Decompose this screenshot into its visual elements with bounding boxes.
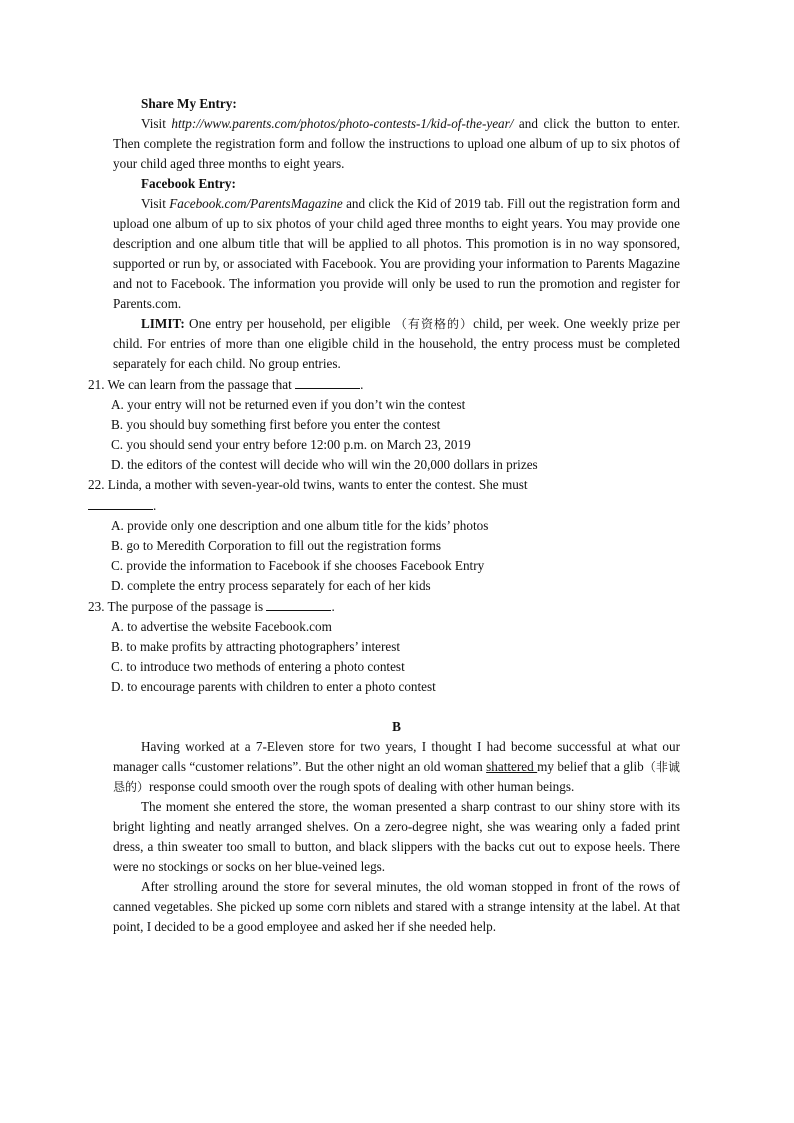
section-b-paragraph-2: The moment she entered the store, the woman presented a sharp contrast to our shiny store with its bright lighting and neatly arranged shelves. On a zero-degree night, she was wearing only a faded print dress, a thin sweater too small to button, and black slippers with the backs cut out to expose heels. There were no stockings or socks on her blue-veined legs. (113, 799, 680, 874)
section-b-title: B (392, 719, 401, 734)
limit-label: LIMIT: (141, 316, 185, 331)
question-stem: 23. The purpose of the passage is . (88, 596, 680, 617)
option-b: B. you should buy something first before you enter the contest (111, 417, 441, 432)
chinese-gloss: （非诚恳的） (113, 760, 681, 794)
option-d: D. the editors of the contest will decide who will win the 20,000 dollars in prizes (111, 457, 538, 472)
section-b-paragraph-1: Having worked at a 7-Eleven store for two years, I thought I had become successful at what our manager calls “customer relations”. But the other night an old woman shattered my belief that a glib（非诚恳的）response could smooth over the rough spots of dealing with other human beings. (113, 739, 681, 794)
option-b: B. go to Meredith Corporation to fill out the registration forms (111, 538, 442, 553)
question-21 (88, 374, 680, 475)
question-stem: 22. Linda, a mother with seven-year-old twins, wants to enter the contest. She must (88, 477, 528, 492)
section-b-paragraph-3: After strolling around the store for several minutes, the old woman stopped in front of the rows of canned vegetables. She picked up some corn niblets and stared with a strange intensity at the label. At that point, I decided to be a good employee and asked her if she needed help. (113, 879, 680, 934)
answer-blank (295, 374, 360, 389)
underlined-word: shattered (486, 759, 538, 774)
share-entry-paragraph: Visit http://www.parents.com/photos/photo-contests-1/kid-of-the-year/ and click the button to enter. Then complete the registration form and follow the instructions to upload one album of up to six photos of your child aged three months to eight years. (113, 116, 680, 171)
answer-blank (266, 596, 331, 611)
facebook-entry-url: Facebook.com/ParentsMagazine (169, 196, 343, 211)
facebook-entry-paragraph: Visit Facebook.com/ParentsMagazine and click the Kid of 2019 tab. Fill out the registration form and upload one album of up to six photos of your child aged three months to eight years. You may provide one description and one album title that will be applied to all photos. This promotion is in no way sponsored, supported or run by, or associated with Facebook. You are providing your information to Parents Magazine and not to Facebook. The information you provide will only be used to run the promotion and register for Parents.com. (113, 196, 680, 311)
option-c: C. you should send your entry before 12:00 p.m. on March 23, 2019 (111, 437, 471, 452)
facebook-entry-heading: Facebook Entry: (141, 176, 236, 191)
option-a: A. to advertise the website Facebook.com (111, 619, 332, 634)
document-page (88, 94, 681, 937)
limit-paragraph: LIMIT: One entry per household, per eligible （有资格的）child, per week. One weekly prize per child. For entries of more than one eligible child in the household, the entry process must be completed separately for each child. No group entries. (113, 316, 680, 371)
option-c: C. to introduce two methods of entering a photo contest (111, 659, 405, 674)
question-22 (88, 475, 680, 596)
option-d: D. complete the entry process separately for each of her kids (111, 578, 431, 593)
option-d: D. to encourage parents with children to enter a photo contest (111, 679, 436, 694)
option-b: B. to make profits by attracting photographers’ interest (111, 639, 401, 654)
share-entry-heading: Share My Entry: (141, 96, 237, 111)
option-c: C. provide the information to Facebook if she chooses Facebook Entry (111, 558, 485, 573)
question-stem: 21. We can learn from the passage that . (88, 374, 680, 395)
question-23 (88, 596, 680, 697)
question-stem-continuation: . (88, 495, 680, 516)
share-entry-url: http://www.parents.com/photos/photo-contests-1/kid-of-the-year/ (171, 116, 514, 131)
limit-chinese-gloss: （有资格的） (394, 317, 474, 331)
option-a: A. your entry will not be returned even if you don’t win the contest (111, 397, 466, 412)
answer-blank (88, 495, 153, 510)
option-a: A. provide only one description and one album title for the kids’ photos (111, 518, 489, 533)
